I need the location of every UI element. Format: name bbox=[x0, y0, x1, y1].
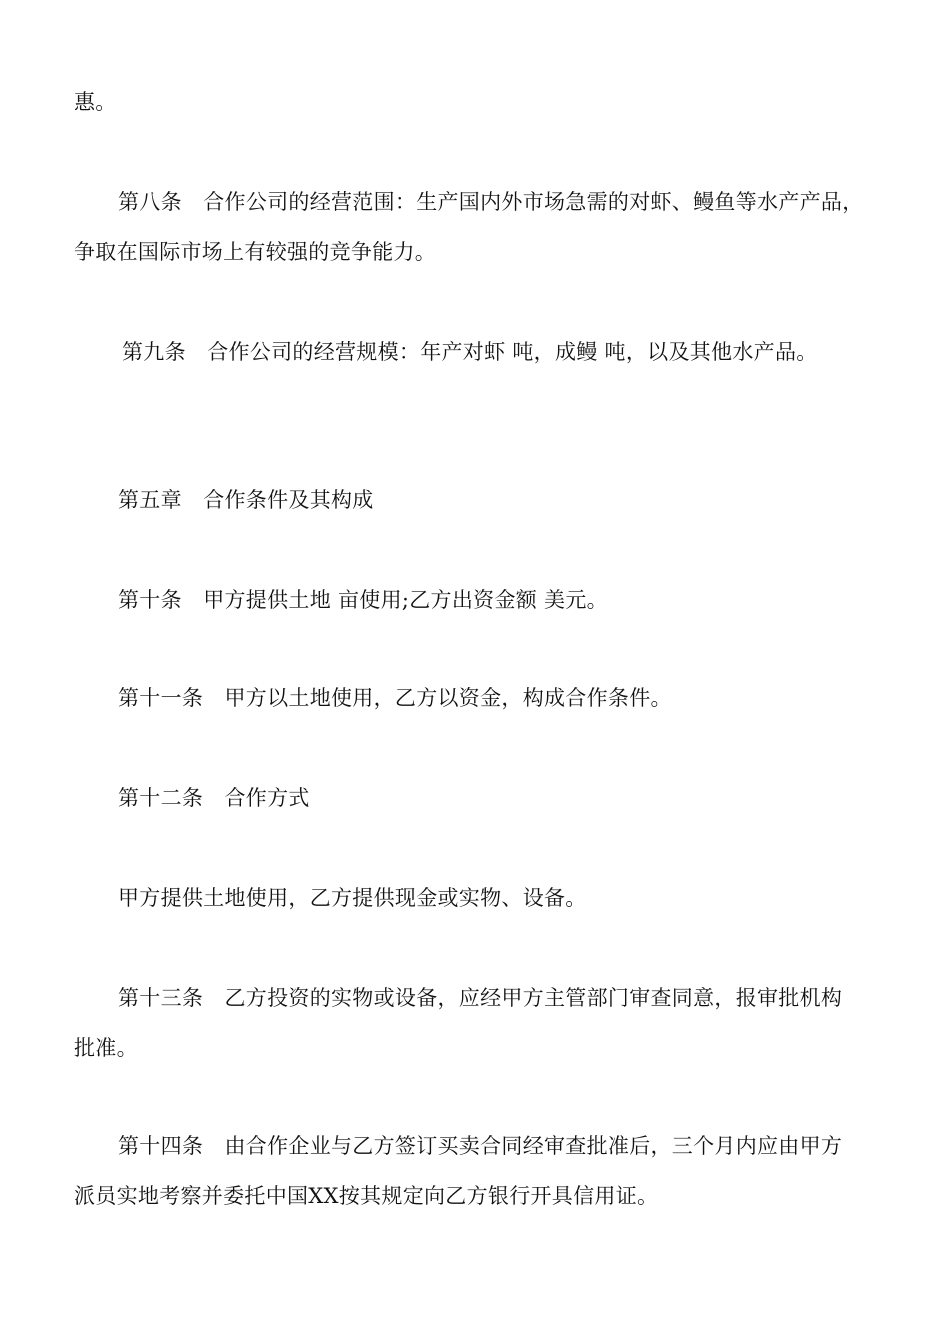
article-12-body: 甲方提供土地使用，乙方提供现金或实物、设备。 bbox=[118, 886, 587, 910]
article-13-line-1: 第十三条 乙方投资的实物或设备，应经甲方主管部门审查同意，报审批机构 bbox=[118, 986, 843, 1010]
article-10: 第十条 甲方提供土地 亩使用;乙方出资金额 美元。 bbox=[118, 588, 608, 612]
article-8-line-2: 争取在国际市场上有较强的竞争能力。 bbox=[74, 240, 437, 264]
article-8-line-1: 第八条 合作公司的经营范围：生产国内外市场急需的对虾、鳗鱼等水产产品， bbox=[118, 190, 864, 214]
chapter-5-heading: 第五章 合作条件及其构成 bbox=[118, 488, 374, 512]
article-14-line-2: 派员实地考察并委托中国XX按其规定向乙方银行开具信用证。 bbox=[74, 1184, 659, 1208]
text-line-continuation: 惠。 bbox=[74, 90, 117, 114]
article-12-heading: 第十二条 合作方式 bbox=[118, 786, 310, 810]
article-14-line-1: 第十四条 由合作企业与乙方签订买卖合同经审查批准后，三个月内应由甲方 bbox=[118, 1134, 843, 1158]
article-9: 第九条 合作公司的经营规模：年产对虾 吨，成鳗 吨，以及其他水产品。 bbox=[122, 340, 818, 364]
article-13-line-2: 批准。 bbox=[74, 1036, 138, 1060]
article-11: 第十一条 甲方以土地使用，乙方以资金，构成合作条件。 bbox=[118, 686, 672, 710]
